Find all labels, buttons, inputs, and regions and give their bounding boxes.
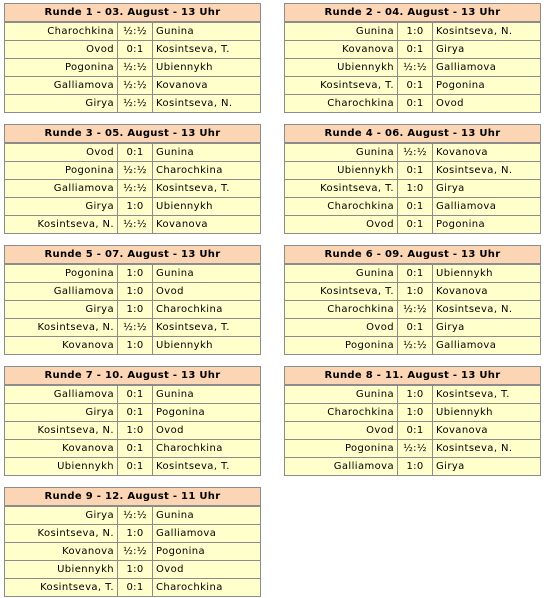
game-result: ½:½ xyxy=(118,216,153,233)
black-player: Ubiennykh xyxy=(156,201,213,212)
game-row xyxy=(5,542,260,560)
white-player: Charochkina xyxy=(285,404,398,421)
game-row xyxy=(285,161,540,179)
game-result: 0:1 xyxy=(398,198,433,215)
white-player: Kovanova xyxy=(285,41,398,58)
black-player: Pogonina xyxy=(156,546,206,557)
game-result: ½:½ xyxy=(398,301,433,318)
white-player: Girya xyxy=(5,404,118,421)
game-result: 0:1 xyxy=(398,265,433,282)
game-row xyxy=(285,58,540,76)
round-table xyxy=(4,366,261,476)
game-row xyxy=(285,318,540,336)
game-row xyxy=(5,318,260,336)
white-player: Ovod xyxy=(285,216,398,233)
game-result: ½:½ xyxy=(118,543,153,560)
black-player: Kosintseva, N. xyxy=(436,443,513,454)
game-row xyxy=(5,403,260,421)
white-player: Pogonina xyxy=(5,59,118,76)
white-player: Girya xyxy=(5,198,118,215)
game-result: 1:0 xyxy=(398,404,433,421)
black-player: Kosintseva, T. xyxy=(156,322,230,333)
black-player: Ubiennykh xyxy=(156,340,213,351)
game-result: 0:1 xyxy=(118,386,153,403)
black-player: Gunina xyxy=(156,510,195,521)
black-player: Pogonina xyxy=(436,219,486,230)
white-player: Kosintseva, N. xyxy=(5,216,118,233)
game-result: 0:1 xyxy=(118,144,153,161)
round-title: Runde 3 - 05. August - 13 Uhr xyxy=(5,125,260,143)
round-title: Runde 5 - 07. August - 13 Uhr xyxy=(5,246,260,264)
game-row xyxy=(5,421,260,439)
game-result: 0:1 xyxy=(118,41,153,58)
black-player: Kosintseva, N. xyxy=(436,304,513,315)
white-player: Charochkina xyxy=(285,198,398,215)
round-table xyxy=(284,124,541,234)
game-row xyxy=(5,161,260,179)
game-row xyxy=(285,76,540,94)
round-title: Runde 7 - 10. August - 13 Uhr xyxy=(5,367,260,385)
game-result: 0:1 xyxy=(398,77,433,94)
game-row xyxy=(285,282,540,300)
round-title: Runde 9 - 12. August - 11 Uhr xyxy=(5,488,260,506)
white-player: Charochkina xyxy=(285,95,398,112)
game-row xyxy=(5,215,260,233)
black-player: Gunina xyxy=(156,147,195,158)
white-player: Galliamova xyxy=(5,77,118,94)
round-title: Runde 6 - 09. August - 13 Uhr xyxy=(285,246,540,264)
white-player: Gunina xyxy=(285,265,398,282)
white-player: Pogonina xyxy=(5,162,118,179)
round-table xyxy=(4,124,261,234)
white-player: Girya xyxy=(5,95,118,112)
white-player: Kosintseva, N. xyxy=(5,525,118,542)
black-player: Kovanova xyxy=(436,286,488,297)
black-player: Pogonina xyxy=(156,407,206,418)
game-row xyxy=(285,94,540,112)
white-player: Ubiennykh xyxy=(285,59,398,76)
white-player: Kosintseva, N. xyxy=(5,422,118,439)
game-row xyxy=(5,385,260,403)
game-result: 1:0 xyxy=(398,283,433,300)
white-player: Gunina xyxy=(285,386,398,403)
white-player: Galliamova xyxy=(5,386,118,403)
game-row xyxy=(285,197,540,215)
black-player: Gunina xyxy=(156,389,195,400)
game-result: 1:0 xyxy=(118,283,153,300)
white-player: Charochkina xyxy=(285,301,398,318)
game-result: 1:0 xyxy=(118,337,153,354)
game-row xyxy=(5,300,260,318)
white-player: Kosintseva, N. xyxy=(5,319,118,336)
white-player: Girya xyxy=(5,507,118,524)
white-player: Ovod xyxy=(285,319,398,336)
black-player: Kosintseva, T. xyxy=(156,461,230,472)
game-result: 0:1 xyxy=(398,216,433,233)
game-result: 1:0 xyxy=(398,180,433,197)
game-row xyxy=(285,22,540,40)
game-row xyxy=(285,457,540,475)
game-result: 0:1 xyxy=(118,440,153,457)
game-row xyxy=(285,336,540,354)
game-row xyxy=(5,457,260,475)
black-player: Galliamova xyxy=(436,62,497,73)
game-row xyxy=(5,264,260,282)
game-result: 0:1 xyxy=(398,95,433,112)
game-result: ½:½ xyxy=(118,77,153,94)
black-player: Kosintseva, T. xyxy=(156,183,230,194)
game-row xyxy=(285,179,540,197)
black-player: Kovanova xyxy=(156,219,208,230)
game-result: 1:0 xyxy=(398,23,433,40)
black-player: Girya xyxy=(436,44,465,55)
round-title: Runde 2 - 04. August - 13 Uhr xyxy=(285,4,540,22)
black-player: Ubiennykh xyxy=(436,268,493,279)
black-player: Girya xyxy=(436,322,465,333)
game-result: 1:0 xyxy=(398,386,433,403)
game-row xyxy=(285,421,540,439)
black-player: Ubiennykh xyxy=(156,62,213,73)
game-row xyxy=(5,524,260,542)
black-player: Galliamova xyxy=(436,201,497,212)
black-player: Ovod xyxy=(436,98,464,109)
white-player: Ovod xyxy=(285,422,398,439)
white-player: Pogonina xyxy=(5,265,118,282)
black-player: Kosintseva, N. xyxy=(156,98,233,109)
round-title: Runde 4 - 06. August - 13 Uhr xyxy=(285,125,540,143)
white-player: Ubiennykh xyxy=(5,458,118,475)
game-row xyxy=(285,300,540,318)
white-player: Ovod xyxy=(5,144,118,161)
white-player: Galliamova xyxy=(5,180,118,197)
black-player: Ovod xyxy=(156,425,184,436)
black-player: Kosintseva, T. xyxy=(436,389,510,400)
white-player: Ubiennykh xyxy=(5,561,118,578)
white-player: Kosintseva, T. xyxy=(285,77,398,94)
game-row xyxy=(5,439,260,457)
white-player: Gunina xyxy=(285,23,398,40)
game-result: 0:1 xyxy=(398,162,433,179)
game-result: 1:0 xyxy=(118,422,153,439)
game-result: 1:0 xyxy=(118,301,153,318)
black-player: Ovod xyxy=(156,564,184,575)
white-player: Ovod xyxy=(5,41,118,58)
black-player: Kovanova xyxy=(156,80,208,91)
black-player: Charochkina xyxy=(156,304,223,315)
game-result: ½:½ xyxy=(398,144,433,161)
black-player: Gunina xyxy=(156,268,195,279)
game-result: ½:½ xyxy=(398,337,433,354)
white-player: Pogonina xyxy=(285,337,398,354)
black-player: Girya xyxy=(436,461,465,472)
white-player: Pogonina xyxy=(285,440,398,457)
round-table xyxy=(4,487,261,597)
round-table xyxy=(284,366,541,476)
round-table xyxy=(4,245,261,355)
game-result: 0:1 xyxy=(398,319,433,336)
game-result: 0:1 xyxy=(398,422,433,439)
round-title: Runde 8 - 11. August - 13 Uhr xyxy=(285,367,540,385)
game-row xyxy=(5,76,260,94)
game-row xyxy=(5,578,260,596)
white-player: Galliamova xyxy=(5,283,118,300)
game-result: ½:½ xyxy=(118,59,153,76)
game-row xyxy=(5,179,260,197)
white-player: Kosintseva, T. xyxy=(5,579,118,596)
white-player: Girya xyxy=(5,301,118,318)
white-player: Kovanova xyxy=(5,440,118,457)
black-player: Kosintseva, T. xyxy=(156,44,230,55)
white-player: Kovanova xyxy=(5,543,118,560)
game-result: ½:½ xyxy=(118,319,153,336)
black-player: Kovanova xyxy=(436,147,488,158)
black-player: Galliamova xyxy=(156,528,217,539)
white-player: Kosintseva, T. xyxy=(285,180,398,197)
black-player: Ovod xyxy=(156,286,184,297)
black-player: Kosintseva, N. xyxy=(436,26,513,37)
game-result: ½:½ xyxy=(398,440,433,457)
game-row xyxy=(5,40,260,58)
game-row xyxy=(5,94,260,112)
game-result: ½:½ xyxy=(118,180,153,197)
game-result: 1:0 xyxy=(118,525,153,542)
black-player: Charochkina xyxy=(156,165,223,176)
game-result: 0:1 xyxy=(118,404,153,421)
game-row xyxy=(285,143,540,161)
round-table xyxy=(4,3,261,113)
game-row xyxy=(5,58,260,76)
white-player: Charochkina xyxy=(5,23,118,40)
round-title: Runde 1 - 03. August - 13 Uhr xyxy=(5,4,260,22)
game-row xyxy=(285,40,540,58)
white-player: Ubiennykh xyxy=(285,162,398,179)
game-row xyxy=(5,197,260,215)
round-table xyxy=(284,3,541,113)
game-result: ½:½ xyxy=(118,507,153,524)
game-result: 0:1 xyxy=(398,41,433,58)
white-player: Galliamova xyxy=(285,458,398,475)
black-player: Galliamova xyxy=(436,340,497,351)
game-row xyxy=(285,385,540,403)
game-row xyxy=(285,264,540,282)
black-player: Girya xyxy=(436,183,465,194)
white-player: Gunina xyxy=(285,144,398,161)
game-result: 0:1 xyxy=(118,458,153,475)
game-row xyxy=(5,506,260,524)
black-player: Pogonina xyxy=(436,80,486,91)
game-row xyxy=(5,336,260,354)
black-player: Charochkina xyxy=(156,582,223,593)
game-result: 1:0 xyxy=(118,561,153,578)
black-player: Gunina xyxy=(156,26,195,37)
game-row xyxy=(5,143,260,161)
game-result: 0:1 xyxy=(118,579,153,596)
black-player: Ubiennykh xyxy=(436,407,493,418)
game-row xyxy=(5,282,260,300)
game-result: 1:0 xyxy=(118,265,153,282)
white-player: Kovanova xyxy=(5,337,118,354)
game-result: ½:½ xyxy=(118,95,153,112)
game-result: 1:0 xyxy=(398,458,433,475)
black-player: Kovanova xyxy=(436,425,488,436)
game-result: ½:½ xyxy=(118,162,153,179)
game-row xyxy=(5,22,260,40)
game-row xyxy=(5,560,260,578)
black-player: Kosintseva, N. xyxy=(436,165,513,176)
white-player: Kosintseva, T. xyxy=(285,283,398,300)
game-row xyxy=(285,215,540,233)
round-table xyxy=(284,245,541,355)
game-row xyxy=(285,439,540,457)
game-result: 1:0 xyxy=(118,198,153,215)
game-result: ½:½ xyxy=(398,59,433,76)
game-row xyxy=(285,403,540,421)
game-result: ½:½ xyxy=(118,23,153,40)
black-player: Charochkina xyxy=(156,443,223,454)
